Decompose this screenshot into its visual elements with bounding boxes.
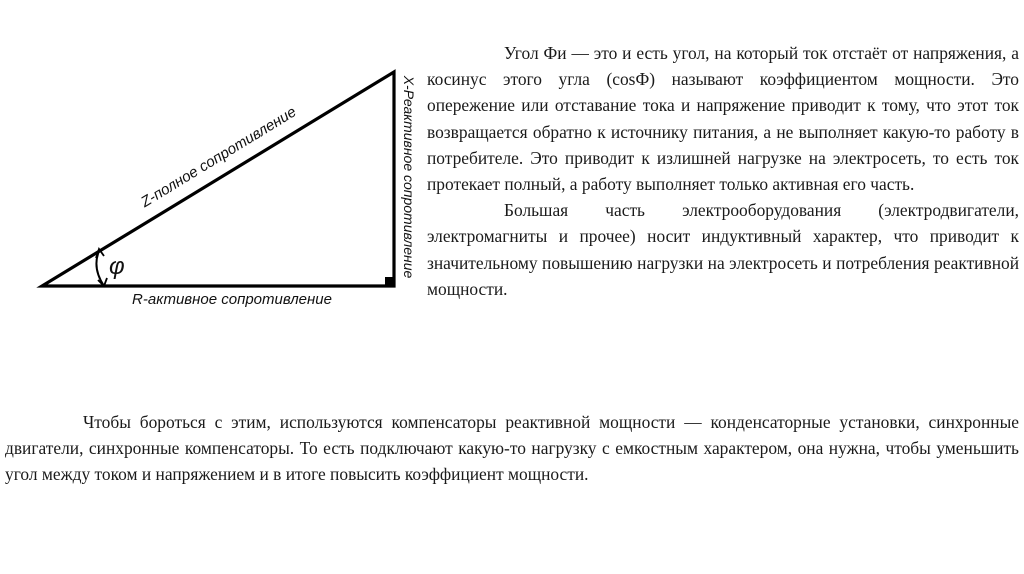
right-text-block <box>427 40 1019 302</box>
bottom-text-block <box>5 409 1019 488</box>
slide-bottom-bar <box>0 558 1024 574</box>
vertical-side-label: X-Реактивное сопротивление <box>401 75 417 279</box>
bottom-paragraph-1: Чтобы бороться с этим, используются компенсаторы реактивной мощности — конденсаторные установки, синхронные двигатели, синхронные компенсаторы. То есть подключают какую-то нагрузку с емкостным характером, она нужна, чтобы уменьшить угол между током и напряжением и в итоге повысить коэффициент мощности. <box>5 412 1019 485</box>
right-angle-marker <box>385 277 394 286</box>
impedance-triangle-diagram <box>0 0 420 330</box>
base-label: R-активное сопротивление <box>132 291 332 308</box>
angle-label: φ <box>109 253 125 280</box>
triangle-shape <box>42 72 394 286</box>
hypotenuse-label: Z-полное сопротивление <box>137 103 300 211</box>
right-paragraph-2: Большая часть электрооборудования (электродвигатели, электромагниты и прочее) носит индуктивный характер, что приводит к значительному повышению нагрузки на электросеть и потребления реактивной мощности. <box>427 200 1019 299</box>
right-paragraph-1: Угол Фи — это и есть угол, на который ток отстаёт от напряжения, а косинус этого угла (cosФ) называют коэффициентом мощности. Это опережение или отставание тока и напряжение приводит к тому, что этот ток возвращается обратно к источнику питания, а не выполняет какую-то работу в потребителе. Это приводит к излишней нагрузке на электросеть, то есть ток протекает полный, а работу выполняет только активная его часть. <box>427 43 1019 195</box>
